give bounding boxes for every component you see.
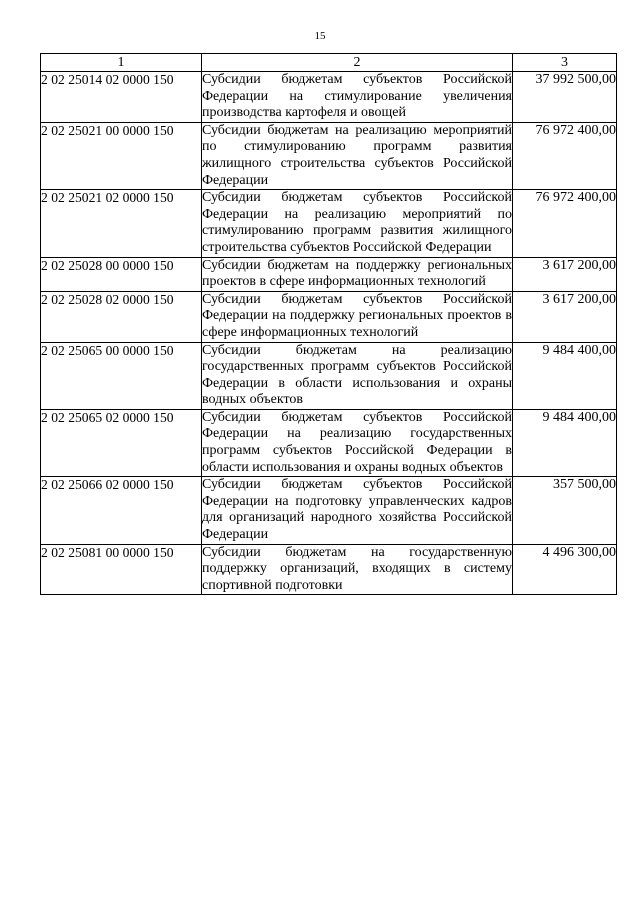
budget-code: 2 02 25021 00 0000 150 <box>41 122 202 189</box>
budget-code: 2 02 25065 02 0000 150 <box>41 409 202 476</box>
table-row <box>41 544 617 595</box>
budget-code: 2 02 25014 02 0000 150 <box>41 72 202 123</box>
column-header-description: 2 <box>202 54 513 72</box>
column-header-code: 1 <box>41 54 202 72</box>
table-row <box>41 409 617 476</box>
amount: 3 617 200,00 <box>513 291 617 342</box>
income-description: Субсидии бюджетам субъектов Российской Федерации на стимулирование увеличения производства картофеля и овощей <box>202 72 513 123</box>
table-row <box>41 190 617 257</box>
amount: 9 484 400,00 <box>513 409 617 476</box>
amount: 357 500,00 <box>513 477 617 544</box>
page-number: 15 <box>314 30 326 42</box>
income-description: Субсидии бюджетам субъектов Российской Федерации на поддержку региональных проектов в сфере информационных технологий <box>202 291 513 342</box>
amount: 9 484 400,00 <box>513 342 617 409</box>
amount: 3 617 200,00 <box>513 257 617 291</box>
table-row <box>41 291 617 342</box>
income-description: Субсидии бюджетам субъектов Российской Федерации на реализацию государственных программ субъектов Российской Федерации в области использования и охраны водных объектов <box>202 409 513 476</box>
amount: 4 496 300,00 <box>513 544 617 595</box>
income-description: Субсидии бюджетам субъектов Российской Федерации на реализацию мероприятий по стимулированию программ развития жилищного строительства субъектов Российской Федерации <box>202 190 513 257</box>
budget-revenue-table <box>40 53 617 595</box>
amount: 76 972 400,00 <box>513 122 617 189</box>
table-header-row <box>41 54 617 72</box>
budget-code: 2 02 25065 00 0000 150 <box>41 342 202 409</box>
income-description: Субсидии бюджетам на государственную поддержку организаций, входящих в систему спортивной подготовки <box>202 544 513 595</box>
budget-code: 2 02 25081 00 0000 150 <box>41 544 202 595</box>
income-description: Субсидии бюджетам субъектов Российской Федерации на подготовку управленческих кадров для организаций народного хозяйства Российской Федерации <box>202 477 513 544</box>
income-description: Субсидии бюджетам на поддержку региональных проектов в сфере информационных технологий <box>202 257 513 291</box>
table-row <box>41 257 617 291</box>
income-description: Субсидии бюджетам на реализацию мероприятий по стимулированию программ развития жилищного строительства субъектов Российской Федерации <box>202 122 513 189</box>
budget-code: 2 02 25066 02 0000 150 <box>41 477 202 544</box>
amount: 37 992 500,00 <box>513 72 617 123</box>
budget-code: 2 02 25028 02 0000 150 <box>41 291 202 342</box>
table-row <box>41 477 617 544</box>
table-row <box>41 122 617 189</box>
amount: 76 972 400,00 <box>513 190 617 257</box>
budget-code: 2 02 25021 02 0000 150 <box>41 190 202 257</box>
table-row <box>41 72 617 123</box>
table-row <box>41 342 617 409</box>
column-header-amount: 3 <box>513 54 617 72</box>
income-description: Субсидии бюджетам на реализацию государственных программ субъектов Российской Федерации в области использования и охраны водных объектов <box>202 342 513 409</box>
budget-code: 2 02 25028 00 0000 150 <box>41 257 202 291</box>
